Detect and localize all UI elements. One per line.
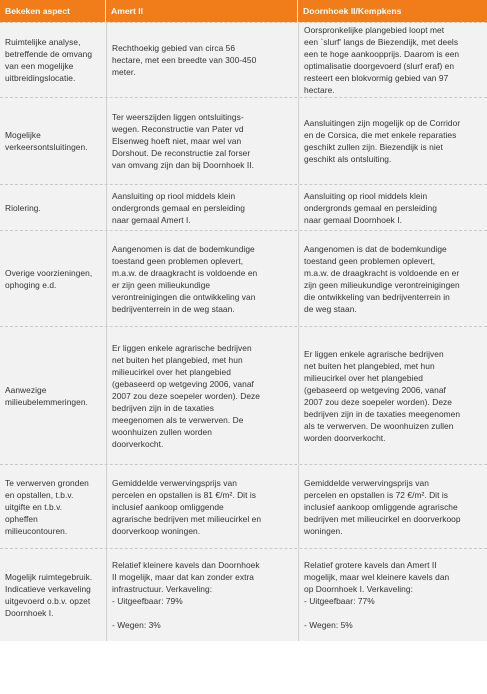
aspect-text: Riolering. xyxy=(5,202,41,213)
aspect-text: Overige voorzieningen, ophoging e.d. xyxy=(5,267,93,290)
aspect-cell xyxy=(0,549,106,641)
amert-text: Ter weerszijden liggen ontsluitings- wegen. Reconstructie van Pater vd Elsenweg hoeft niet, maar wel van Dorshout. De reconstructie zal forser van omvang zijn dan bij Doornhoek II. xyxy=(112,112,254,170)
doornhoek-cell xyxy=(298,549,487,641)
header-amert: Amert II xyxy=(106,0,298,22)
amert-cell xyxy=(106,23,298,97)
doornhoek-cell xyxy=(298,23,487,97)
aspect-text: Mogelijk ruimtegebruik. Indicatieve verkaveling uitgevoerd o.b.v. opzet Doornhoek I. xyxy=(5,572,93,618)
table-row xyxy=(0,184,487,230)
amert-cell xyxy=(106,465,298,548)
amert-cell xyxy=(106,98,298,184)
aspect-cell xyxy=(0,231,106,326)
amert-text: Rechthoekig gebied van circa 56 hectare, met een breedte van 300-450 meter. xyxy=(112,43,257,77)
amert-text: Aansluiting op riool middels klein ondergronds gemaal en persleiding naar gemaal Amert I. xyxy=(112,190,245,225)
doornhoek-text: Oorspronkelijke plangebied loopt met een `slurf' langs de Biezendijk, met deels een te hoge aankoopprijs. Daarom is een optimalisatie doorgevoerd (slurf eraf) en resteert een blokvormig gebied van 97 hectare. xyxy=(304,25,460,95)
table-row xyxy=(0,326,487,464)
amert-text: Er liggen enkele agrarische bedrijven net buiten het plangebied, met hun milieucirkel over het plangebied (gebaseerd op wetgeving 2006, vanaf 2007 zou deze soepeler worden). Deze bedrijven zijn in de taxaties meegenomen als te verwerven. De woonhuizen zullen worden doorverkocht. xyxy=(112,342,260,449)
doornhoek-text: Relatief grotere kavels dan Amert II mogelijk, maar wel kleinere kavels dan op Doornhoek I. Verkaveling: - Uitgeefbaar: 77% - Wegen: 5% xyxy=(304,560,450,630)
amert-cell xyxy=(106,549,298,641)
aspect-cell xyxy=(0,327,106,464)
amert-cell xyxy=(106,231,298,326)
doornhoek-text: Aangenomen is dat de bodemkundige toestand geen problemen oplevert, m.a.w. de draagkracht is voldoende en er zijn geen milieukundige verontreinigingen die ontwikkeling van bedrijventerrein in de weg staan. xyxy=(304,243,460,314)
doornhoek-cell xyxy=(298,98,487,184)
header-doornhoek: Doornhoek II/Kempkens xyxy=(303,6,402,16)
table-row xyxy=(0,548,487,641)
aspect-text: Ruimtelijke analyse, betreffende de omvang van een mogelijke uitbreidingslocatie. xyxy=(5,37,93,83)
table-row xyxy=(0,230,487,326)
table-header xyxy=(0,0,487,22)
amert-cell xyxy=(106,185,298,230)
aspect-cell xyxy=(0,98,106,184)
aspect-cell xyxy=(0,23,106,97)
amert-text: Gemiddelde verwervingsprijs van percelen en opstallen is 81 €/m². Dit is inclusief aankoop omliggende agrarische bedrijven met milieucirkel en doorverkoop woningen. xyxy=(112,477,262,536)
doornhoek-cell xyxy=(298,231,487,326)
aspect-text: Te verwerven gronden en opstallen, t.b.v. uitgifte en t.b.v. opheffen milieucontouren. xyxy=(5,477,89,536)
aspect-text: Mogelijke verkeersontsluitingen. xyxy=(5,130,88,152)
amert-text: Relatief kleinere kavels dan Doornhoek II mogelijk, maar dat kan zonder extra infrastructuur. Verkaveling: - Uitgeefbaar: 79% - Wegen: 3% xyxy=(112,560,260,630)
doornhoek-text: Aansluiting op riool middels klein ondergronds gemaal en persleiding naar gemaal Doornhoek I. xyxy=(304,190,437,225)
table-row xyxy=(0,22,487,97)
aspect-cell xyxy=(0,465,106,548)
doornhoek-cell xyxy=(298,327,487,464)
header-aspect: Bekeken aspect xyxy=(0,0,106,22)
aspect-text: Aanwezige milieubelemmeringen. xyxy=(5,384,88,407)
doornhoek-text: Aansluitingen zijn mogelijk op de Corridor en de Corsica, die met enkele reparaties geschikt zullen zijn. Biezendijk is niet geschikt als ontsluiting. xyxy=(304,118,461,164)
amert-text: Aangenomen is dat de bodemkundige toestand geen problemen oplevert, m.a.w. de draagkracht is voldoende en er zijn geen milieukundige verontreinigingen die ontwikkeling van bedrijventerrein in de weg staan. xyxy=(112,243,258,314)
aspect-cell xyxy=(0,185,106,230)
amert-cell xyxy=(106,327,298,464)
doornhoek-cell xyxy=(298,465,487,548)
doornhoek-text: Er liggen enkele agrarische bedrijven net buiten het plangebied, met hun milieucirkel over het plangebied (gebaseerd op wetgeving 2006, vanaf 2007 zou deze soepeler worden). Deze bedrijven zijn in de taxaties meegenomen als te verwerven. De woonhuizen zullen worden doorverkocht. xyxy=(304,348,461,443)
table-row xyxy=(0,464,487,548)
doornhoek-text: Gemiddelde verwervingsprijs van percelen en opstallen is 72 €/m². Dit is inclusief aankoop omliggende agrarische bedrijven met milieucirkel en doorverkoop woningen. xyxy=(304,477,461,536)
table-row xyxy=(0,97,487,184)
doornhoek-cell xyxy=(298,185,487,230)
